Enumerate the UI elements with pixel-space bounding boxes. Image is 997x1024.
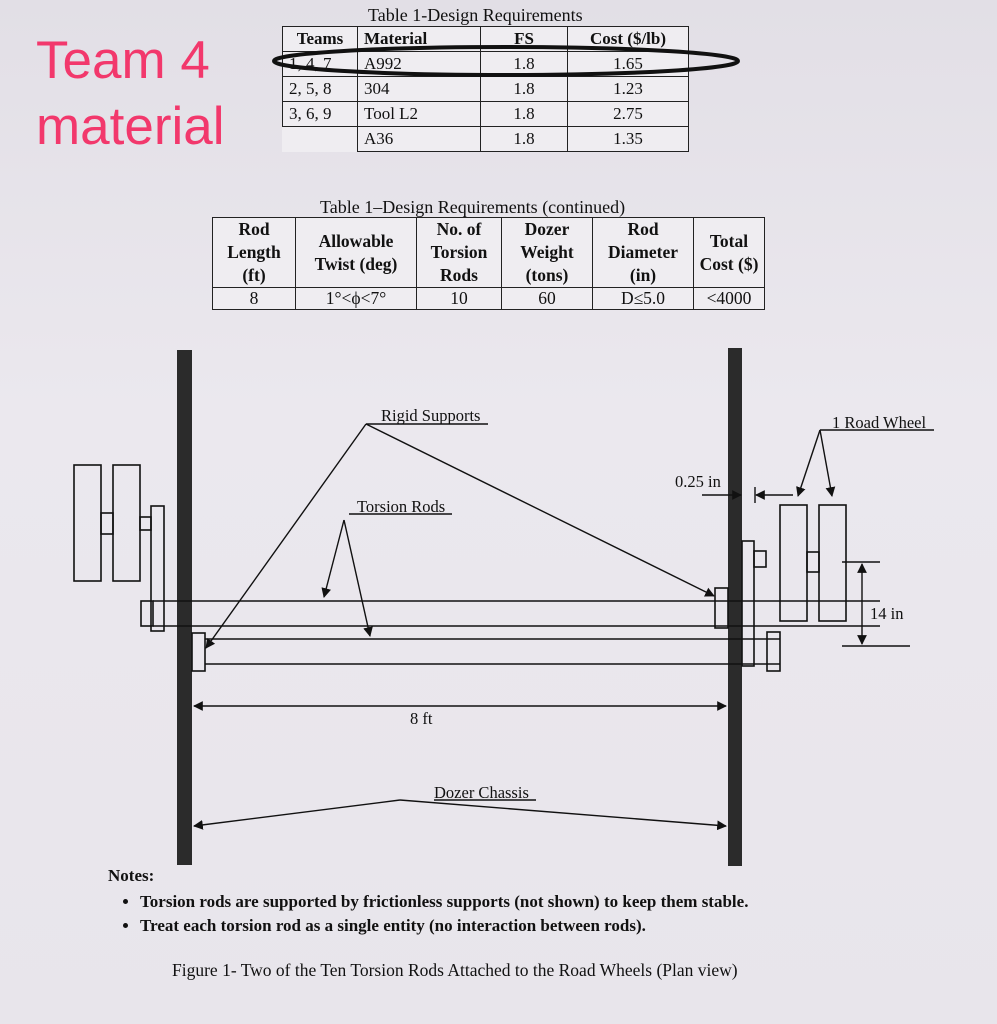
- height-label: 14 in: [870, 604, 904, 623]
- notes-block: [108, 866, 748, 940]
- road-wheel-label: 1 Road Wheel: [832, 413, 927, 432]
- annotation-line-2: material: [36, 97, 225, 156]
- cell-fs: 1.8: [481, 127, 568, 152]
- cell-material: Tool L2: [358, 102, 481, 127]
- gap-label: 0.25 in: [675, 472, 721, 491]
- cell-material: A36: [358, 127, 481, 152]
- right-chassis-rail: [728, 348, 742, 866]
- cell-dozer-weight: 60: [502, 288, 593, 310]
- torsion-rods-arrow-right: [344, 520, 370, 636]
- rigid-supports-arrow-left: [206, 424, 366, 648]
- cell-teams: 2, 5, 8: [283, 77, 358, 102]
- cell-torsion-rods: 10: [417, 288, 502, 310]
- cell-material: 304: [358, 77, 481, 102]
- notes-title: Notes:: [108, 866, 155, 885]
- header-fs: FS: [481, 27, 568, 52]
- road-wheel-arrow-left: [798, 430, 820, 496]
- left-hub-plate: [140, 517, 151, 530]
- left-road-wheel-outer: [74, 465, 101, 581]
- header-material: Material: [358, 27, 481, 52]
- header-torsion-rods: No. of Torsion Rods: [417, 218, 502, 288]
- left-road-wheel-inner: [113, 465, 140, 581]
- cell-teams: 3, 6, 9: [283, 102, 358, 127]
- right-crank-arm: [742, 541, 754, 666]
- cell-cost: 2.75: [568, 102, 689, 127]
- cell-material: A992: [358, 52, 481, 77]
- header-rod-diameter: Rod Diameter (in): [593, 218, 694, 288]
- header-allowable-twist: Allowable Twist (deg): [296, 218, 417, 288]
- cell-fs: 1.8: [481, 77, 568, 102]
- table2-caption: Table 1–Design Requirements (continued): [320, 197, 626, 217]
- cell-teams: 1, 4, 7: [283, 52, 358, 77]
- annotation-line-1: Team 4: [36, 31, 210, 90]
- torsion-rods-label: Torsion Rods: [357, 497, 446, 516]
- header-total-cost: Total Cost ($): [694, 218, 765, 288]
- right-hub-plate: [754, 551, 766, 567]
- right-road-wheel-outer: [819, 505, 846, 621]
- cell-allowable-twist: 1°<ϕ<7°: [296, 288, 417, 310]
- notes-list: [100, 892, 748, 936]
- right-road-wheel-inner: [780, 505, 807, 621]
- length-label: 8 ft: [410, 709, 433, 728]
- cell-rod-length: 8: [213, 288, 296, 310]
- chassis-arrow-right: [400, 800, 726, 826]
- road-wheel-arrow-right: [820, 430, 832, 496]
- cell-fs: 1.8: [481, 52, 568, 77]
- header-cost: Cost ($/lb): [568, 27, 689, 52]
- header-dozer-weight: Dozer Weight (tons): [502, 218, 593, 288]
- note-item: • Torsion rods are supported by frictionless supports (not shown) to keep them stable.: [140, 892, 748, 912]
- figure-caption: Figure 1- Two of the Ten Torsion Rods Attached to the Road Wheels (Plan view): [172, 960, 738, 980]
- table1-caption: Table 1-Design Requirements: [368, 5, 583, 25]
- right-rigid-support: [715, 588, 728, 628]
- cell-rod-diameter: D≤5.0: [593, 288, 694, 310]
- right-wheel-hub: [807, 552, 819, 572]
- rigid-supports-label: Rigid Supports: [381, 406, 481, 425]
- cell-cost: 1.35: [568, 127, 689, 152]
- left-rigid-support: [192, 633, 205, 671]
- header-rod-length: Rod Length (ft): [213, 218, 296, 288]
- chassis-label: Dozer Chassis: [434, 783, 529, 802]
- cell-cost: 1.23: [568, 77, 689, 102]
- note-item: • Treat each torsion rod as a single entity (no interaction between rods).: [140, 916, 748, 936]
- cell-cost: 1.65: [568, 52, 689, 77]
- cell-total-cost: <4000: [694, 288, 765, 310]
- header-teams: Teams: [283, 27, 358, 52]
- cell-fs: 1.8: [481, 102, 568, 127]
- chassis-arrow-left: [194, 800, 400, 826]
- left-wheel-hub: [101, 513, 113, 534]
- right-rod-end: [767, 632, 780, 671]
- highlight-ellipse: [274, 47, 738, 75]
- torsion-rods-arrow-left: [324, 520, 344, 597]
- left-chassis-rail: [177, 350, 192, 865]
